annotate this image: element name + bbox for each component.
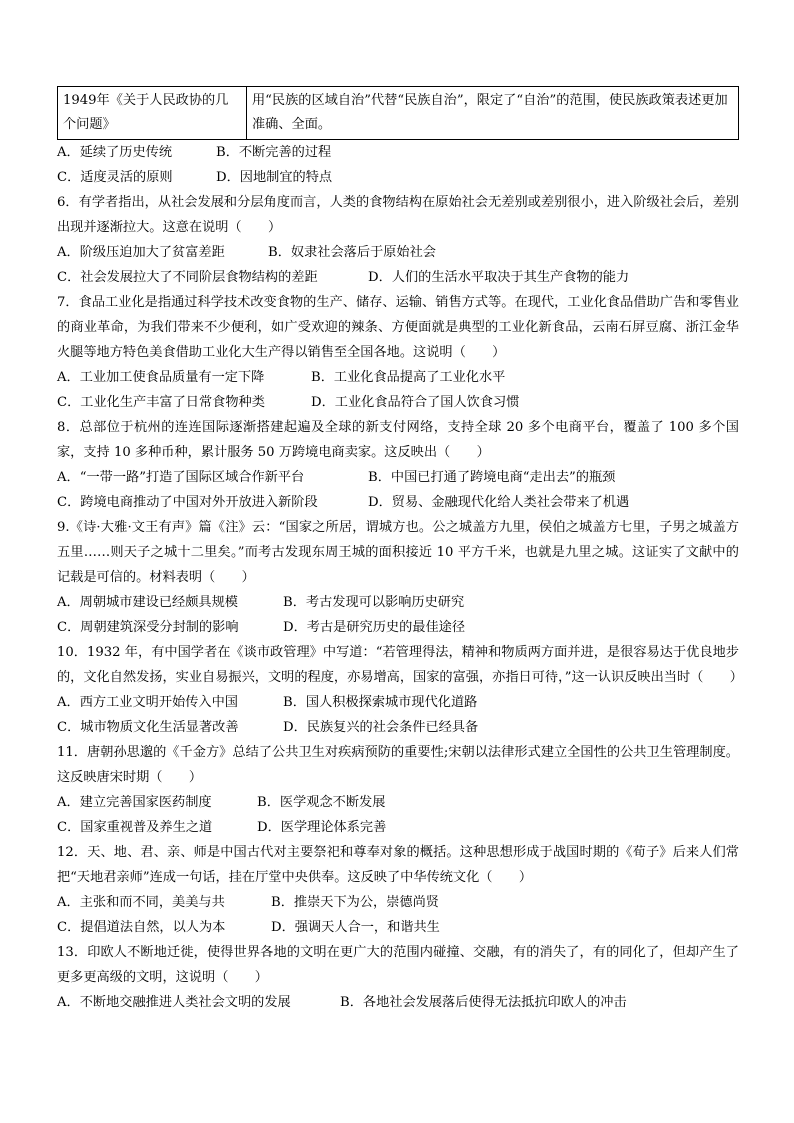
option-d[interactable]: D．强调天人合一，和谐共生	[271, 920, 440, 935]
option-c[interactable]: C．城市物质文化生活显著改善	[57, 720, 239, 735]
option-b[interactable]: B．医学观念不断发展	[257, 795, 386, 810]
question-5-options	[57, 140, 739, 190]
table-row	[58, 87, 739, 140]
option-c[interactable]: C．工业化生产丰富了日常食物种类	[57, 395, 265, 410]
question-11	[57, 740, 739, 840]
question-stem: 6．有学者指出，从社会发展和分层角度而言，人类的食物结构在原始社会无差别或差别很小，进入阶级社会后，差别出现并逐渐拉大。这意在说明（ ）	[57, 195, 739, 235]
option-row	[57, 390, 739, 415]
option-row	[57, 265, 739, 290]
option-a[interactable]: A．延续了历史传统	[57, 145, 173, 160]
option-c[interactable]: C．社会发展拉大了不同阶层食物结构的差距	[57, 270, 318, 285]
policy-table	[57, 86, 739, 140]
option-row	[57, 615, 739, 640]
question-12	[57, 840, 739, 940]
question-10	[57, 640, 743, 740]
option-c[interactable]: C．提倡道法自然，以人为本	[57, 920, 226, 935]
option-row	[57, 990, 739, 1015]
question-6	[57, 190, 739, 290]
question-stem: 10．1932 年，有中国学者在《谈市政管理》中写道：“若管理得法，精神和物质两方面并进，是很容易达于优良地步的，文化自然发扬，实业自易振兴，文明的程度，亦易增高，国家的富强，亦指日可待，”这一认识反映出当时（ ）	[57, 645, 743, 685]
option-a[interactable]: A．工业加工使食品质量有一定下降	[57, 370, 265, 385]
option-row	[57, 165, 739, 190]
option-b[interactable]: B．工业化食品提高了工业化水平	[311, 370, 506, 385]
option-row	[57, 140, 739, 165]
option-row	[57, 690, 739, 715]
option-a[interactable]: A．周朝城市建设已经颇具规模	[57, 595, 238, 610]
option-b[interactable]: B．推崇天下为公，崇德尚贤	[271, 895, 439, 910]
option-b[interactable]: B．考古发现可以影响历史研究	[283, 595, 465, 610]
option-row	[57, 890, 739, 915]
option-a[interactable]: A．不断地交融推进人类社会文明的发展	[57, 995, 291, 1010]
table-cell-description: 用“民族的区域自治”代替“民族自治”，限定了“自治”的范围，使民族政策表述更加准确、全面。	[247, 87, 739, 140]
option-d[interactable]: D．考古是研究历史的最佳途径	[283, 620, 466, 635]
option-b[interactable]: B．奴隶社会落后于原始社会	[268, 245, 436, 260]
option-b[interactable]: B．各地社会发展落后使得无法抵抗印欧人的冲击	[340, 995, 627, 1010]
option-a[interactable]: A．建立完善国家医药制度	[57, 795, 212, 810]
option-row	[57, 465, 739, 490]
option-b[interactable]: B．国人积极探索城市现代化道路	[283, 695, 478, 710]
option-b[interactable]: B．不断完善的过程	[216, 145, 332, 160]
question-stem: 7．食品工业化是指通过科学技术改变食物的生产、储存、运输、销售方式等。在现代，工业化食品借助广告和零售业的商业革命，为我们带来不少便利，如广受欢迎的辣条、方便面就是典型的工业化新食品，云南石屏豆腐、浙江金华火腿等地方特色美食借助工业化大生产得以销售至全国各地。这说明（ ）	[57, 295, 739, 360]
option-c[interactable]: C．跨境电商推动了中国对外开放进入新阶段	[57, 495, 318, 510]
option-a[interactable]: A．主张和而不同，美美与共	[57, 895, 225, 910]
question-7	[57, 290, 739, 415]
option-row	[57, 715, 739, 740]
option-d[interactable]: D．医学理论体系完善	[257, 820, 387, 835]
option-row	[57, 915, 739, 940]
question-13	[57, 940, 739, 1015]
option-row	[57, 365, 739, 390]
option-d[interactable]: D．因地制宜的特点	[216, 170, 333, 185]
exam-page	[57, 86, 743, 1015]
option-b[interactable]: B．中国已打通了跨境电商“走出去”的瓶颈	[368, 470, 616, 485]
question-9	[57, 515, 739, 640]
option-row	[57, 815, 739, 840]
option-a[interactable]: A．西方工业文明开始传入中国	[57, 695, 238, 710]
option-row	[57, 490, 739, 515]
option-d[interactable]: D．贸易、金融现代化给人类社会带来了机遇	[368, 495, 630, 510]
question-stem: 13．印欧人不断地迁徙，使得世界各地的文明在更广大的范围内碰撞、交融，有的消失了，有的同化了，但却产生了更多更高级的文明，这说明（ ）	[57, 945, 739, 985]
option-a[interactable]: A．阶级压迫加大了贫富差距	[57, 245, 225, 260]
option-row	[57, 590, 739, 615]
table-cell-document: 1949年《关于人民政协的几个问题》	[58, 87, 247, 140]
option-d[interactable]: D．民族复兴的社会条件已经具备	[283, 720, 479, 735]
option-a[interactable]: A．“一带一路”打造了国际区域合作新平台	[57, 470, 305, 485]
question-stem: 11．唐朝孙思邈的《千金方》总结了公共卫生对疾病预防的重要性;宋朝以法律形式建立全国性的公共卫生管理制度。这反映唐宋时期（ ）	[57, 745, 739, 785]
question-stem: 12．天、地、君、亲、师是中国古代对主要祭祀和尊奉对象的概括。这种思想形成于战国时期的《荀子》后来人们常把“天地君亲师”连成一句话，挂在厅堂中央供奉。这反映了中华传统文化（ ）	[57, 845, 739, 885]
question-stem: 8．总部位于杭州的连连国际逐渐搭建起遍及全球的新支付网络，支持全球 20 多个电商平台，覆盖了 100 多个国家，支持 10 多种币种，累计服务 50 万跨境电商卖家。这反映出（ ）	[57, 420, 739, 460]
question-stem: 9.《诗·大雅·文王有声》篇《注》云：“国家之所居，谓城方也。公之城盖方九里，侯伯之城盖方七里，子男之城盖方五里……则天子之城十二里矣。”而考古发现东周王城的面积接近 10 平方千米，也就是九里之城。这证实了文献中的记载是可信的。材料表明（ ）	[57, 520, 739, 585]
option-d[interactable]: D．工业化食品符合了国人饮食习惯	[311, 395, 520, 410]
option-d[interactable]: D．人们的生活水平取决于其生产食物的能力	[368, 270, 630, 285]
question-8	[57, 415, 739, 515]
option-c[interactable]: C．国家重视普及养生之道	[57, 820, 213, 835]
option-c[interactable]: C．周朝建筑深受分封制的影响	[57, 620, 239, 635]
option-row	[57, 240, 739, 265]
option-row	[57, 790, 739, 815]
option-c[interactable]: C．适度灵活的原则	[57, 170, 173, 185]
